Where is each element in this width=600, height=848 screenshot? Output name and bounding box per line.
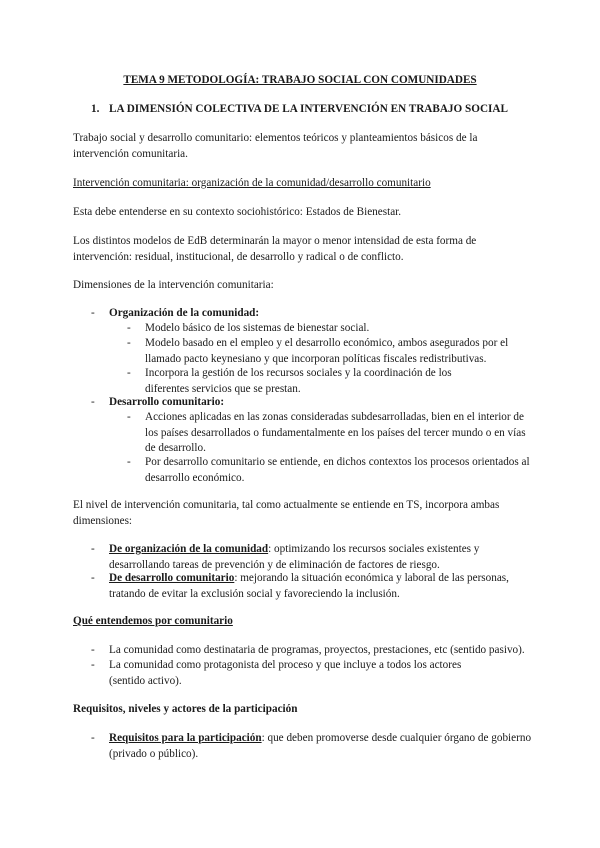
- list-item: [109, 542, 494, 573]
- dimension-label: Desarrollo comunitario:: [109, 396, 225, 408]
- list-item: La comunidad como destinataria de programas, proyectos, prestaciones, etc (sentido pasivo).: [109, 644, 525, 656]
- level-label: De organización de la comunidad: [109, 543, 269, 555]
- list-dash: -: [91, 543, 95, 555]
- list-item: Modelo basado en el empleo y el desarrollo económico, ambos asegurados por el llamado pacto keynesiano y que incorporan políticas fiscales redistributivas.: [145, 337, 509, 365]
- dimension-label: Organización de la comunidad:: [109, 307, 260, 319]
- models-paragraph: Los distintos modelos de EdB determinarán la mayor o menor intensidad de esta forma de intervención: residual, institucional, de desarrollo y radical o de conflicto.: [73, 235, 477, 263]
- level-text: : optimizando los recursos sociales existentes y desarrollando tareas de prevención y de eliminación de factores de riesgo.: [109, 543, 480, 571]
- intro-paragraph: Trabajo social y desarrollo comunitario: elementos teóricos y planteamientos básicos de la intervención comunitaria.: [73, 132, 478, 160]
- page-title: TEMA 9 METODOLOGÍA: TRABAJO SOCIAL CON COMUNIDADES: [123, 74, 477, 86]
- list-item: Modelo básico de los sistemas de bienestar social.: [145, 322, 370, 334]
- list-item: [109, 731, 539, 762]
- context-paragraph: Esta debe entenderse en su contexto sociohistórico: Estados de Bienestar.: [73, 206, 402, 218]
- section-heading: LA DIMENSIÓN COLECTIVA DE LA INTERVENCIÓN EN TRABAJO SOCIAL: [109, 103, 508, 115]
- list-item: Acciones aplicadas en las zonas consideradas subdesarrolladas, bien en el interior de los países desarrollados o fundamentalmente en los países del tercer mundo o en vías de desarrollo.: [145, 411, 526, 454]
- list-dash: -: [127, 367, 131, 379]
- list-dash: -: [127, 322, 131, 334]
- heading-comunitario: Qué entendemos por comunitario: [73, 615, 233, 627]
- list-dash: -: [91, 307, 95, 319]
- level-text: : mejorando la situación económica y laboral de las personas, tratando de evitar la exclusión social y favoreciendo la inclusión.: [109, 572, 509, 600]
- level-paragraph: El nivel de intervención comunitaria, tal como actualmente se entiende en TS, incorpora ambas dimensiones:: [73, 499, 500, 527]
- heading-requisitos: Requisitos, niveles y actores de la participación: [73, 703, 298, 715]
- list-dash: -: [91, 659, 95, 671]
- list-dash: -: [91, 644, 95, 656]
- list-dash: -: [127, 337, 131, 349]
- list-item: [109, 571, 539, 602]
- requisitos-label: Requisitos para la participación: [109, 732, 262, 744]
- level-label: De desarrollo comunitario: [109, 572, 235, 584]
- list-item: Por desarrollo comunitario se entiende, en dichos contextos los procesos orientados al desarrollo económico.: [145, 456, 530, 484]
- dimensions-paragraph: Dimensiones de la intervención comunitaria:: [73, 279, 274, 291]
- list-dash: -: [91, 572, 95, 584]
- requisitos-text: : que deben promoverse desde cualquier órgano de gobierno (privado o público).: [109, 732, 532, 760]
- list-item: Incorpora la gestión de los recursos sociales y la coordinación de los diferentes servicios que se prestan.: [145, 367, 452, 395]
- list-dash: -: [127, 411, 131, 423]
- list-dash: -: [91, 732, 95, 744]
- list-item: La comunidad como protagonista del proceso y que incluye a todos los actores (sentido activo).: [109, 659, 462, 687]
- list-dash: -: [127, 456, 131, 468]
- section-number: 1.: [91, 103, 100, 115]
- list-dash: -: [91, 396, 95, 408]
- subheading-intervention: Intervención comunitaria: organización de la comunidad/desarrollo comunitario: [73, 177, 431, 189]
